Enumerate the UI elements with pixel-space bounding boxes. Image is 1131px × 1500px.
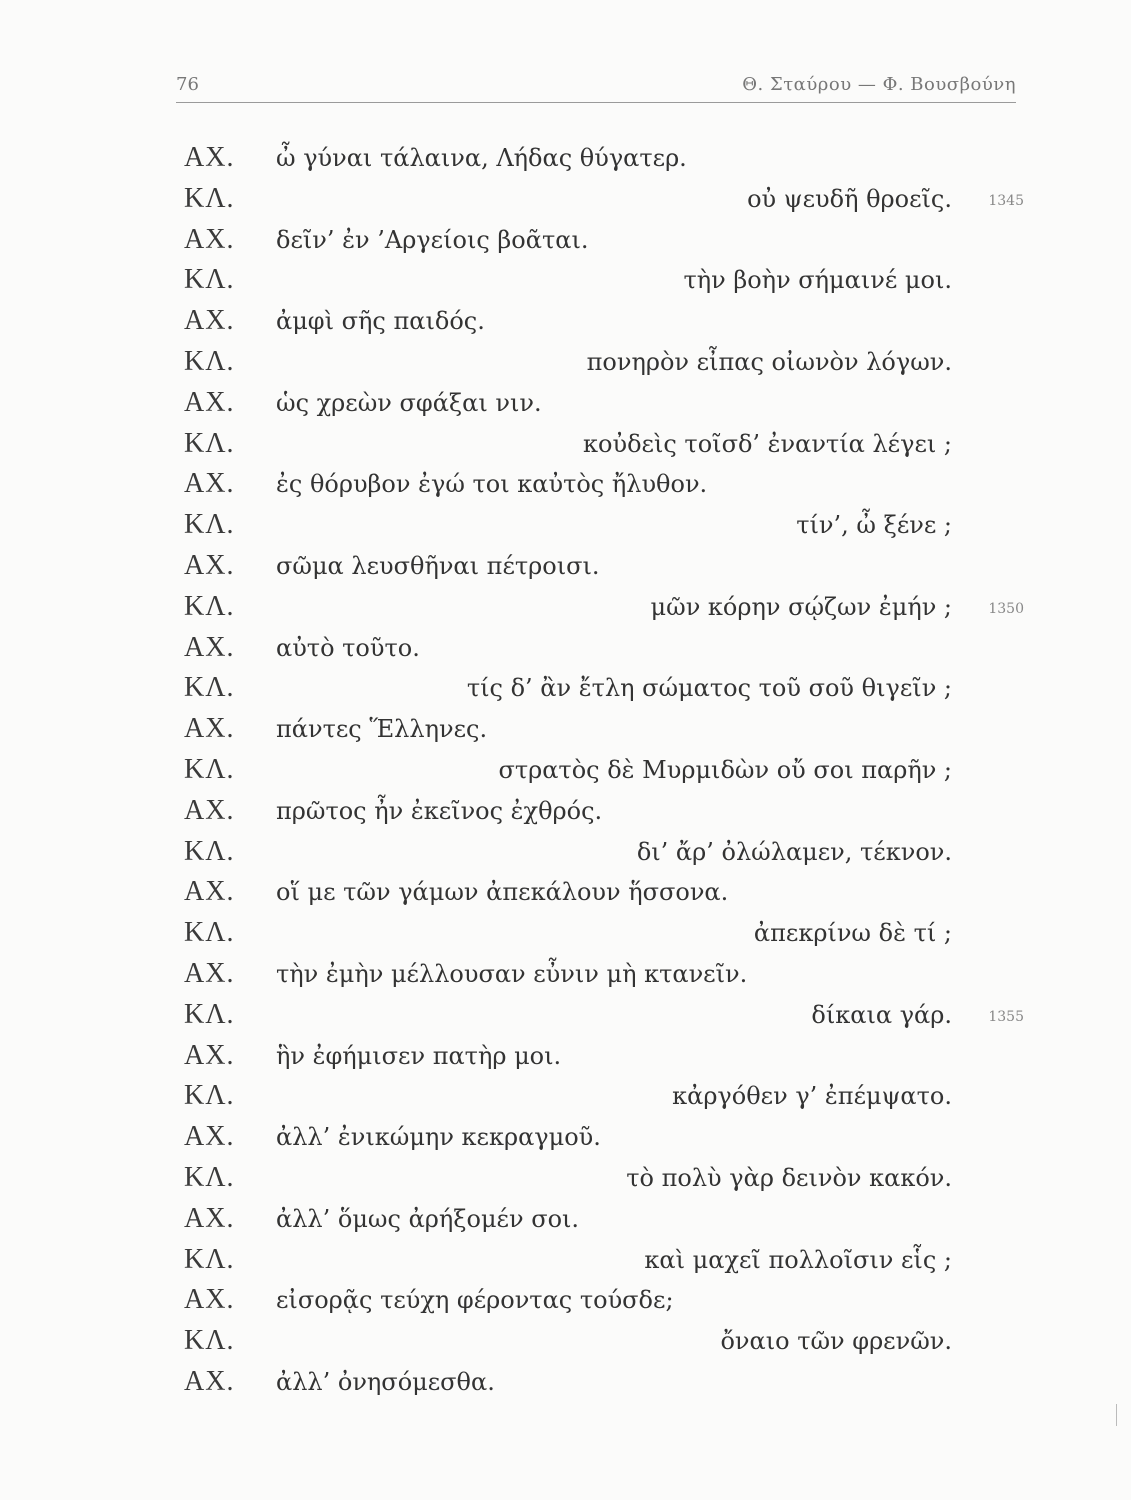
page-edge-mark <box>1116 1404 1117 1426</box>
verse-text: ὡς χρεὼν σφάξαι νιν. <box>276 388 542 417</box>
verse-line <box>184 1036 1024 1077</box>
speaker-label: ΚΛ. <box>184 590 235 622</box>
speaker-label: ΑΧ. <box>184 1202 235 1234</box>
verse-line <box>184 1240 1024 1281</box>
verse-line <box>184 342 1024 383</box>
speaker-label: ΚΛ. <box>184 509 235 541</box>
verse-text: οἵ με τῶν γάμων ἀπεκάλουν ἥσσονα. <box>276 878 729 907</box>
verse-text: ἀπεκρίνω δὲ τί ; <box>753 919 952 948</box>
verse-text: σῶμα λευσθῆναι πέτροισι. <box>276 551 600 580</box>
verse-text: πάντες Ἕλληνες. <box>276 715 488 744</box>
speaker-label: ΚΛ. <box>184 998 235 1030</box>
speaker-label: ΚΛ. <box>184 917 235 949</box>
speaker-label: ΚΛ. <box>184 753 235 785</box>
verse-line <box>184 709 1024 750</box>
verse-text: εἰσορᾷς τεύχη φέροντας τούσδε; <box>276 1286 674 1315</box>
verse-text: ἐς θόρυβον ἐγώ τοι καὐτὸς ἤλυθον. <box>276 470 708 499</box>
verse-line <box>184 1321 1024 1362</box>
verse-line <box>184 1362 1024 1403</box>
speaker-label: ΚΛ. <box>184 264 235 296</box>
verse-text: δίκαια γάρ. <box>811 1000 952 1029</box>
verse-line <box>184 1117 1024 1158</box>
speaker-label: ΑΧ. <box>184 794 235 826</box>
dialogue-text <box>184 138 1024 1403</box>
verse-text: ἀμφὶ σῆς παιδός. <box>276 307 485 336</box>
verse-line <box>184 1158 1024 1199</box>
verse-line <box>184 1280 1024 1321</box>
verse-text: δεῖν’ ἐν ’Αργείοις βοᾶται. <box>276 225 589 254</box>
speaker-label: ΚΛ. <box>184 182 235 214</box>
verse-line <box>184 383 1024 424</box>
speaker-label: ΚΛ. <box>184 1161 235 1193</box>
speaker-label: ΚΛ. <box>184 427 235 459</box>
page-header <box>176 72 1016 103</box>
speaker-label: ΑΧ. <box>184 305 235 337</box>
verse-line <box>184 954 1024 995</box>
verse-line <box>184 138 1024 179</box>
verse-text: οὐ ψευδῆ θροεῖς. <box>747 184 952 213</box>
verse-line <box>184 464 1024 505</box>
verse-text: ἀλλ’ ὅμως ἀρήξομέν σοι. <box>276 1204 580 1233</box>
verse-line <box>184 995 1024 1036</box>
speaker-label: ΑΧ. <box>184 713 235 745</box>
verse-text: πονηρὸν εἶπας οἰωνὸν λόγων. <box>586 347 952 376</box>
verse-line <box>184 220 1024 261</box>
verse-line <box>184 505 1024 546</box>
verse-text: καὶ μαχεῖ πολλοῖσιν εἷς ; <box>644 1245 952 1274</box>
speaker-label: ΑΧ. <box>184 876 235 908</box>
verse-line <box>184 832 1024 873</box>
speaker-label: ΚΛ. <box>184 1080 235 1112</box>
speaker-label: ΑΧ. <box>184 468 235 500</box>
verse-text: μῶν κόρην σῴζων ἐμήν ; <box>650 592 952 621</box>
speaker-label: ΚΛ. <box>184 1325 235 1357</box>
verse-line <box>184 301 1024 342</box>
speaker-label: ΚΛ. <box>184 835 235 867</box>
page-number: 76 <box>176 74 199 95</box>
verse-line <box>184 791 1024 832</box>
speaker-label: ΚΛ. <box>184 672 235 704</box>
speaker-label: ΑΧ. <box>184 1121 235 1153</box>
verse-text: τὴν ἐμὴν μέλλουσαν εὖνιν μὴ κτανεῖν. <box>276 959 748 988</box>
verse-line <box>184 546 1024 587</box>
verse-text: ἀλλ’ ἐνικώμην κεκραγμοῦ. <box>276 1123 601 1152</box>
speaker-label: ΑΧ. <box>184 142 235 173</box>
line-number: 1350 <box>988 600 1024 617</box>
speaker-label: ΑΧ. <box>184 1039 235 1071</box>
verse-text: κἀργόθεν γ’ ἐπέμψατο. <box>672 1082 952 1111</box>
verse-text: αὐτὸ τοῦτο. <box>276 633 420 662</box>
verse-text: ὦ γύναι τάλαινα, Λήδας θύγατερ. <box>276 144 687 172</box>
speaker-label: ΑΧ. <box>184 631 235 663</box>
verse-text: ὄναιο τῶν φρενῶν. <box>720 1327 952 1356</box>
verse-text: πρῶτος ἦν ἐκεῖνος ἐχθρός. <box>276 796 603 825</box>
line-number: 1345 <box>988 192 1024 209</box>
verse-line <box>184 872 1024 913</box>
speaker-label: ΑΧ. <box>184 1284 235 1316</box>
verse-text: δι’ ἄρ’ ὀλώλαμεν, τέκνον. <box>636 837 952 866</box>
verse-line <box>184 1076 1024 1117</box>
verse-text: τὸ πολὺ γὰρ δεινὸν κακόν. <box>626 1163 952 1192</box>
verse-line <box>184 260 1024 301</box>
running-head: Θ. Σταύρου — Φ. Βουσβούνη <box>742 74 1016 95</box>
speaker-label: ΚΛ. <box>184 345 235 377</box>
verse-line <box>184 913 1024 954</box>
verse-line <box>184 750 1024 791</box>
verse-line <box>184 668 1024 709</box>
verse-text: τίν’, ὦ ξένε ; <box>796 511 952 540</box>
verse-text: στρατὸς δὲ Μυρμιδὼν οὔ σοι παρῆν ; <box>498 755 952 784</box>
verse-text: ἀλλ’ ὀνησόμεσθα. <box>276 1367 495 1396</box>
speaker-label: ΑΧ. <box>184 957 235 989</box>
verse-text: ἣν ἐφήμισεν πατὴρ μοι. <box>276 1041 562 1070</box>
speaker-label: ΑΧ. <box>184 223 235 255</box>
speaker-label: ΚΛ. <box>184 1243 235 1275</box>
verse-line <box>184 424 1024 465</box>
verse-text: κοὐδεὶς τοῖσδ’ ἐναντία λέγει ; <box>583 429 952 458</box>
verse-text: τὴν βοὴν σήμαινέ μοι. <box>683 266 952 295</box>
line-number: 1355 <box>988 1008 1024 1025</box>
speaker-label: ΑΧ. <box>184 1365 235 1397</box>
verse-line <box>184 587 1024 628</box>
verse-line <box>184 179 1024 220</box>
verse-text: τίς δ’ ἂν ἔτλη σώματος τοῦ σοῦ θιγεῖν ; <box>466 674 952 703</box>
verse-line <box>184 628 1024 669</box>
verse-line <box>184 1199 1024 1240</box>
speaker-label: ΑΧ. <box>184 549 235 581</box>
speaker-label: ΑΧ. <box>184 386 235 418</box>
